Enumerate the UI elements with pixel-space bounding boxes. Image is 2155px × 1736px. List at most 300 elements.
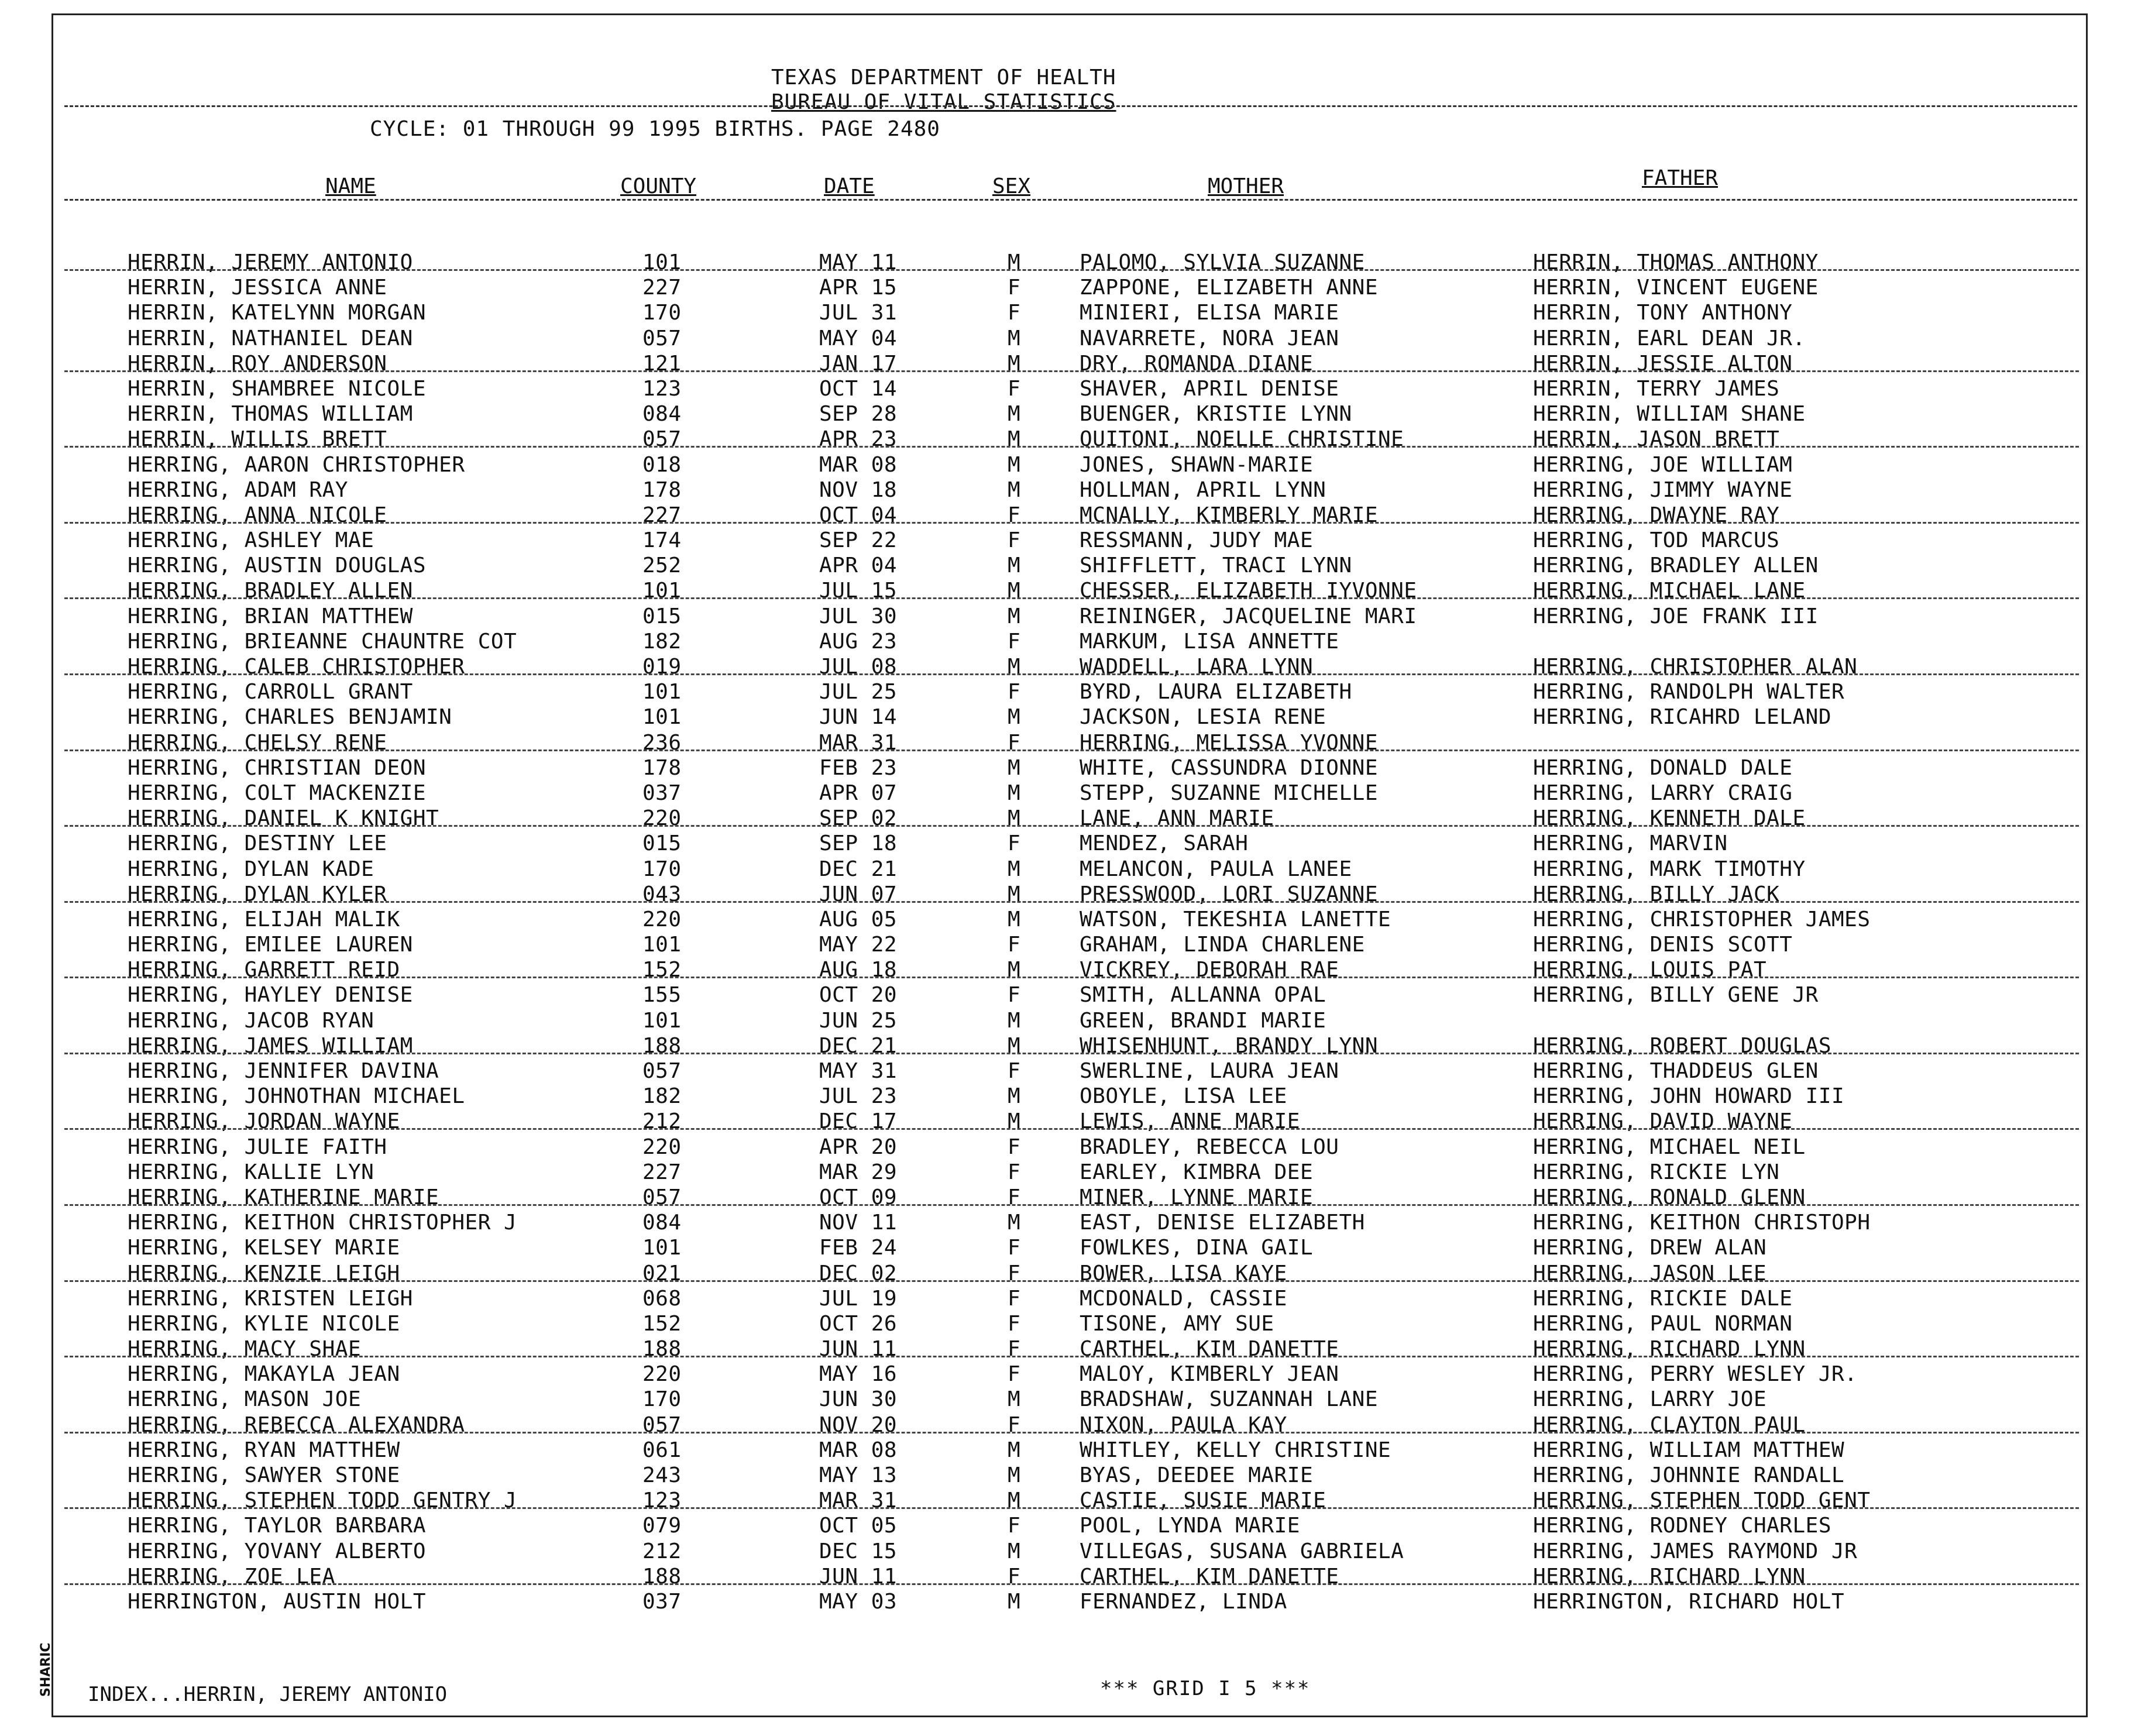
date-cell: NOV 11	[819, 1211, 898, 1235]
table-row	[0, 780, 2155, 805]
name-cell: HERRING, CHELSY RENE	[128, 730, 387, 755]
mother-cell: LANE, ANN MARIE	[1080, 806, 1274, 831]
sex-cell: M	[1008, 1084, 1021, 1109]
table-row	[0, 603, 2155, 628]
name-cell: HERRING, RYAN MATTHEW	[128, 1438, 400, 1462]
name-cell: HERRIN, ROY ANDERSON	[128, 351, 387, 376]
mother-cell: WATSON, TEKESHIA LANETTE	[1080, 907, 1391, 931]
father-cell: HERRING, JOE FRANK III	[1533, 604, 1819, 628]
mother-cell: CASTIE, SUSIE MARIE	[1080, 1489, 1326, 1513]
cycle-line: CYCLE: 01 THROUGH 99 1995 BIRTHS. PAGE 2480	[370, 117, 940, 141]
father-cell: HERRING, TOD MARCUS	[1533, 528, 1780, 553]
table-row	[0, 1209, 2155, 1235]
father-cell: HERRING, JOHNNIE RANDALL	[1533, 1463, 1845, 1487]
county-cell: 037	[642, 1589, 682, 1614]
sex-cell: M	[1008, 427, 1021, 452]
table-row	[0, 730, 2155, 755]
name-cell: HERRING, GARRETT REID	[128, 958, 400, 982]
date-cell: APR 23	[819, 427, 898, 452]
name-cell: HERRING, KRISTEN LEIGH	[128, 1286, 413, 1311]
name-cell: HERRIN, NATHANIEL DEAN	[128, 326, 413, 350]
sex-cell: F	[1008, 933, 1021, 957]
header-rule-top	[64, 105, 2077, 107]
table-row	[0, 426, 2155, 451]
table-row	[0, 1058, 2155, 1083]
mother-cell: MCNALLY, KIMBERLY MARIE	[1080, 503, 1378, 527]
mother-cell: ZAPPONE, ELIZABETH ANNE	[1080, 276, 1378, 300]
date-cell: DEC 17	[819, 1109, 898, 1134]
county-cell: 018	[642, 452, 682, 477]
table-row	[0, 982, 2155, 1007]
county-cell: 084	[642, 1211, 682, 1235]
father-cell: HERRIN, THOMAS ANTHONY	[1533, 250, 1819, 274]
county-cell: 212	[642, 1539, 682, 1563]
table-row	[0, 502, 2155, 527]
table-row	[0, 1108, 2155, 1133]
mother-cell: NIXON, PAULA KAY	[1080, 1412, 1287, 1437]
mother-cell: WHITE, CASSUNDRA DIONNE	[1080, 755, 1378, 780]
county-cell: 178	[642, 755, 682, 780]
mother-cell: BOWER, LISA KAYE	[1080, 1261, 1287, 1285]
mother-cell: SHAVER, APRIL DENISE	[1080, 376, 1339, 401]
father-cell: HERRING, ROBERT DOUGLAS	[1533, 1033, 1831, 1058]
sex-cell: F	[1008, 983, 1021, 1008]
date-cell: MAY 31	[819, 1059, 898, 1083]
grid-footer: *** GRID I 5 ***	[1100, 1677, 1311, 1700]
sex-cell: M	[1008, 857, 1021, 881]
name-cell: HERRING, DYLAN KADE	[128, 857, 374, 881]
table-row	[0, 704, 2155, 729]
sex-cell: M	[1008, 477, 1021, 502]
mother-cell: RESSMANN, JUDY MAE	[1080, 528, 1314, 553]
county-cell: 152	[642, 1311, 682, 1336]
sex-cell: M	[1008, 655, 1021, 679]
father-cell: HERRING, PERRY WESLEY JR.	[1533, 1362, 1858, 1387]
date-cell: JUL 15	[819, 579, 898, 603]
sex-cell: M	[1008, 452, 1021, 477]
county-cell: 212	[642, 1109, 682, 1134]
date-cell: OCT 05	[819, 1514, 898, 1538]
date-cell: NOV 20	[819, 1412, 898, 1437]
sex-cell: F	[1008, 301, 1021, 325]
table-row	[0, 830, 2155, 855]
name-cell: HERRING, HAYLEY DENISE	[128, 983, 413, 1008]
sex-cell: F	[1008, 1236, 1021, 1260]
county-cell: 057	[642, 427, 682, 452]
mother-cell: STEPP, SUZANNE MICHELLE	[1080, 781, 1378, 805]
name-cell: HERRING, KEITHON CHRISTOPHER J	[128, 1211, 517, 1235]
county-cell: 188	[642, 1564, 682, 1589]
date-cell: JUL 19	[819, 1286, 898, 1311]
father-cell: HERRING, CHRISTOPHER JAMES	[1533, 907, 1871, 931]
sex-cell: M	[1008, 1008, 1021, 1033]
name-cell: HERRING, KENZIE LEIGH	[128, 1261, 400, 1285]
name-cell: HERRING, CHARLES BENJAMIN	[128, 705, 452, 730]
table-row	[0, 1134, 2155, 1159]
table-row	[0, 1462, 2155, 1487]
mother-cell: MALOY, KIMBERLY JEAN	[1080, 1362, 1339, 1387]
county-cell: 037	[642, 781, 682, 805]
table-row	[0, 1235, 2155, 1260]
date-cell: MAR 08	[819, 1438, 898, 1462]
county-cell: 057	[642, 326, 682, 350]
date-cell: JUL 30	[819, 604, 898, 628]
sex-cell: F	[1008, 528, 1021, 553]
name-cell: HERRING, ELIJAH MALIK	[128, 907, 400, 931]
date-cell: MAY 22	[819, 933, 898, 957]
mother-cell: HOLLMAN, APRIL LYNN	[1080, 477, 1326, 502]
father-cell: HERRING, DREW ALAN	[1533, 1236, 1767, 1260]
table-row	[0, 1285, 2155, 1311]
date-cell: MAR 08	[819, 452, 898, 477]
table-row	[0, 1538, 2155, 1563]
sex-cell: M	[1008, 1589, 1021, 1614]
date-cell: MAY 11	[819, 250, 898, 274]
table-row	[0, 1563, 2155, 1589]
father-cell: HERRING, WILLIAM MATTHEW	[1533, 1438, 1845, 1462]
name-cell: HERRING, ASHLEY MAE	[128, 528, 374, 553]
county-cell: 236	[642, 730, 682, 755]
table-row	[0, 249, 2155, 274]
father-cell: HERRING, RICHARD LYNN	[1533, 1564, 1806, 1589]
mother-cell: WADDELL, LARA LYNN	[1080, 655, 1314, 679]
mother-cell: BYRD, LAURA ELIZABETH	[1080, 680, 1352, 704]
county-cell: 220	[642, 1362, 682, 1387]
county-cell: 015	[642, 604, 682, 628]
table-row	[0, 931, 2155, 957]
sex-cell: M	[1008, 351, 1021, 376]
table-row	[0, 325, 2155, 350]
sex-cell: F	[1008, 503, 1021, 527]
date-cell: APR 15	[819, 276, 898, 300]
header-rule-bottom	[64, 199, 2077, 201]
county-cell: 101	[642, 1236, 682, 1260]
mother-cell: HERRING, MELISSA YVONNE	[1080, 730, 1378, 755]
county-cell: 057	[642, 1059, 682, 1083]
father-cell: HERRING, MICHAEL LANE	[1533, 579, 1806, 603]
table-row	[0, 1512, 2155, 1538]
name-cell: HERRING, BRIEANNE CHAUNTRE COT	[128, 629, 517, 654]
sex-cell: M	[1008, 755, 1021, 780]
mother-cell: MARKUM, LISA ANNETTE	[1080, 629, 1339, 654]
sex-cell: F	[1008, 1135, 1021, 1159]
sex-cell: M	[1008, 806, 1021, 831]
date-cell: AUG 23	[819, 629, 898, 654]
father-cell: HERRING, BRADLEY ALLEN	[1533, 554, 1819, 578]
sex-cell: M	[1008, 882, 1021, 906]
date-cell: JUN 11	[819, 1564, 898, 1589]
father-cell: HERRING, RICKIE LYN	[1533, 1160, 1780, 1184]
county-cell: 101	[642, 1008, 682, 1033]
father-cell: HERRING, JOE WILLIAM	[1533, 452, 1793, 477]
column-header-date: DATE	[824, 174, 875, 198]
name-cell: HERRING, SAWYER STONE	[128, 1463, 400, 1487]
table-row	[0, 577, 2155, 603]
date-cell: SEP 18	[819, 831, 898, 856]
date-cell: APR 07	[819, 781, 898, 805]
sex-cell: M	[1008, 402, 1021, 427]
father-cell: HERRING, LARRY JOE	[1533, 1387, 1767, 1412]
column-header-name: NAME	[325, 174, 376, 198]
date-cell: OCT 04	[819, 503, 898, 527]
name-cell: HERRING, JORDAN WAYNE	[128, 1109, 400, 1134]
table-row	[0, 1336, 2155, 1361]
county-cell: 057	[642, 1185, 682, 1209]
name-cell: HERRIN, THOMAS WILLIAM	[128, 402, 413, 427]
father-cell: HERRING, THADDEUS GLEN	[1533, 1059, 1819, 1083]
date-cell: DEC 21	[819, 1033, 898, 1058]
county-cell: 155	[642, 983, 682, 1008]
mother-cell: DRY, ROMANDA DIANE	[1080, 351, 1314, 376]
table-row	[0, 1033, 2155, 1058]
mother-cell: BRADSHAW, SUZANNAH LANE	[1080, 1387, 1378, 1412]
sex-cell: F	[1008, 276, 1021, 300]
county-cell: 227	[642, 276, 682, 300]
county-cell: 227	[642, 1160, 682, 1184]
name-cell: HERRING, JULIE FAITH	[128, 1135, 387, 1159]
county-cell: 015	[642, 831, 682, 856]
county-cell: 227	[642, 503, 682, 527]
mother-cell: EARLEY, KIMBRA DEE	[1080, 1160, 1314, 1184]
county-cell: 019	[642, 655, 682, 679]
father-cell: HERRING, STEPHEN TODD GENT	[1533, 1489, 1871, 1513]
mother-cell: SHIFFLETT, TRACI LYNN	[1080, 554, 1352, 578]
county-cell: 252	[642, 554, 682, 578]
sex-cell: F	[1008, 680, 1021, 704]
mother-cell: MCDONALD, CASSIE	[1080, 1286, 1287, 1311]
mother-cell: CHESSER, ELIZABETH IYVONNE	[1080, 579, 1417, 603]
mother-cell: MELANCON, PAULA LANEE	[1080, 857, 1352, 881]
date-cell: APR 04	[819, 554, 898, 578]
county-cell: 174	[642, 528, 682, 553]
mother-cell: SMITH, ALLANNA OPAL	[1080, 983, 1326, 1008]
sex-cell: M	[1008, 1489, 1021, 1513]
table-row	[0, 1386, 2155, 1411]
date-cell: SEP 22	[819, 528, 898, 553]
date-cell: JUN 25	[819, 1008, 898, 1033]
county-cell: 079	[642, 1514, 682, 1538]
father-cell: HERRING, KENNETH DALE	[1533, 806, 1806, 831]
father-cell: HERRIN, WILLIAM SHANE	[1533, 402, 1806, 427]
name-cell: HERRING, CALEB CHRISTOPHER	[128, 655, 465, 679]
sex-cell: F	[1008, 1564, 1021, 1589]
father-cell: HERRIN, VINCENT EUGENE	[1533, 276, 1819, 300]
county-cell: 220	[642, 806, 682, 831]
name-cell: HERRING, BRADLEY ALLEN	[128, 579, 413, 603]
county-cell: 170	[642, 857, 682, 881]
table-row	[0, 452, 2155, 477]
date-cell: OCT 14	[819, 376, 898, 401]
name-cell: HERRIN, KATELYNN MORGAN	[128, 301, 426, 325]
mother-cell: TISONE, AMY SUE	[1080, 1311, 1274, 1336]
sex-cell: M	[1008, 579, 1021, 603]
father-cell: HERRINGTON, RICHARD HOLT	[1533, 1589, 1845, 1614]
father-cell: HERRING, CHRISTOPHER ALAN	[1533, 655, 1858, 679]
mother-cell: GREEN, BRANDI MARIE	[1080, 1008, 1326, 1033]
table-row	[0, 1589, 2155, 1614]
father-cell: HERRING, PAUL NORMAN	[1533, 1311, 1793, 1336]
father-cell: HERRING, JAMES RAYMOND JR	[1533, 1539, 1858, 1563]
father-cell: HERRING, MARVIN	[1533, 831, 1728, 856]
date-cell: SEP 28	[819, 402, 898, 427]
mother-cell: VICKREY, DEBORAH RAE	[1080, 958, 1339, 982]
sex-cell: M	[1008, 1211, 1021, 1235]
name-cell: HERRING, ZOE LEA	[128, 1564, 335, 1589]
sex-cell: F	[1008, 1362, 1021, 1387]
sex-cell: F	[1008, 1337, 1021, 1362]
name-cell: HERRIN, JESSICA ANNE	[128, 276, 387, 300]
sex-cell: M	[1008, 326, 1021, 350]
table-row	[0, 552, 2155, 577]
date-cell: JUN 11	[819, 1337, 898, 1362]
father-cell: HERRING, KEITHON CHRISTOPH	[1533, 1211, 1871, 1235]
name-cell: HERRING, YOVANY ALBERTO	[128, 1539, 426, 1563]
name-cell: HERRING, JOHNOTHAN MICHAEL	[128, 1084, 465, 1109]
sex-cell: M	[1008, 1463, 1021, 1487]
table-row	[0, 856, 2155, 881]
table-row	[0, 1412, 2155, 1437]
date-cell: DEC 02	[819, 1261, 898, 1285]
name-cell: HERRING, CARROLL GRANT	[128, 680, 413, 704]
name-cell: HERRING, KELSEY MARIE	[128, 1236, 400, 1260]
table-row	[0, 300, 2155, 325]
mother-cell: POOL, LYNDA MARIE	[1080, 1514, 1300, 1538]
name-cell: HERRIN, JEREMY ANTONIO	[128, 250, 413, 274]
table-row	[0, 1083, 2155, 1108]
table-row	[0, 1184, 2155, 1209]
column-header-county: COUNTY	[620, 174, 697, 198]
father-cell: HERRING, JASON LEE	[1533, 1261, 1767, 1285]
table-row	[0, 527, 2155, 552]
father-cell: HERRING, BILLY GENE JR	[1533, 983, 1819, 1008]
date-cell: OCT 20	[819, 983, 898, 1008]
county-cell: 043	[642, 882, 682, 906]
county-cell: 057	[642, 1412, 682, 1437]
sex-cell: M	[1008, 1387, 1021, 1412]
name-cell: HERRING, KALLIE LYN	[128, 1160, 374, 1184]
date-cell: MAR 29	[819, 1160, 898, 1184]
table-row	[0, 1260, 2155, 1285]
father-cell: HERRING, RICKIE DALE	[1533, 1286, 1793, 1311]
name-cell: HERRING, COLT MACKENZIE	[128, 781, 426, 805]
date-cell: JAN 17	[819, 351, 898, 376]
date-cell: FEB 24	[819, 1236, 898, 1260]
table-row	[0, 881, 2155, 906]
table-row	[0, 1159, 2155, 1184]
mother-cell: GRAHAM, LINDA CHARLENE	[1080, 933, 1365, 957]
sex-cell: F	[1008, 1311, 1021, 1336]
sex-cell: M	[1008, 250, 1021, 274]
date-cell: FEB 23	[819, 755, 898, 780]
date-cell: APR 20	[819, 1135, 898, 1159]
father-cell: HERRING, JIMMY WAYNE	[1533, 477, 1793, 502]
table-row	[0, 350, 2155, 376]
county-cell: 220	[642, 1135, 682, 1159]
table-row	[0, 477, 2155, 502]
table-row	[0, 805, 2155, 830]
mother-cell: WHITLEY, KELLY CHRISTINE	[1080, 1438, 1391, 1462]
mother-cell: MINIERI, ELISA MARIE	[1080, 301, 1339, 325]
name-cell: HERRING, STEPHEN TODD GENTRY J	[128, 1489, 517, 1513]
sex-cell: F	[1008, 1059, 1021, 1083]
sex-cell: M	[1008, 1033, 1021, 1058]
table-row	[0, 1311, 2155, 1336]
name-cell: HERRING, REBECCA ALEXANDRA	[128, 1412, 465, 1437]
sex-cell: M	[1008, 1539, 1021, 1563]
sex-cell: F	[1008, 376, 1021, 401]
side-stamp: SHARIC	[39, 1642, 53, 1697]
mother-cell: OBOYLE, LISA LEE	[1080, 1084, 1287, 1109]
county-cell: 021	[642, 1261, 682, 1285]
mother-cell: JACKSON, LESIA RENE	[1080, 705, 1326, 730]
county-cell: 170	[642, 1387, 682, 1412]
table-row	[0, 1008, 2155, 1033]
name-cell: HERRING, BRIAN MATTHEW	[128, 604, 413, 628]
table-row	[0, 1437, 2155, 1462]
county-cell: 220	[642, 907, 682, 931]
date-cell: SEP 02	[819, 806, 898, 831]
name-cell: HERRING, DYLAN KYLER	[128, 882, 387, 906]
county-cell: 101	[642, 250, 682, 274]
sex-cell: M	[1008, 554, 1021, 578]
mother-cell: EAST, DENISE ELIZABETH	[1080, 1211, 1365, 1235]
sex-cell: M	[1008, 705, 1021, 730]
father-cell: HERRIN, TONY ANTHONY	[1533, 301, 1793, 325]
county-cell: 243	[642, 1463, 682, 1487]
name-cell: HERRING, MASON JOE	[128, 1387, 362, 1412]
mother-cell: MENDEZ, SARAH	[1080, 831, 1249, 856]
name-cell: HERRING, AARON CHRISTOPHER	[128, 452, 465, 477]
date-cell: MAY 03	[819, 1589, 898, 1614]
name-cell: HERRING, CHRISTIAN DEON	[128, 755, 426, 780]
date-cell: DEC 15	[819, 1539, 898, 1563]
father-cell: HERRIN, JESSIE ALTON	[1533, 351, 1793, 376]
county-cell: 068	[642, 1286, 682, 1311]
county-cell: 152	[642, 958, 682, 982]
table-row	[0, 274, 2155, 300]
county-cell: 123	[642, 1489, 682, 1513]
father-cell: HERRING, BILLY JACK	[1533, 882, 1780, 906]
sex-cell: M	[1008, 958, 1021, 982]
mother-cell: MINER, LYNNE MARIE	[1080, 1185, 1314, 1209]
date-cell: AUG 18	[819, 958, 898, 982]
father-cell: HERRING, RICAHRD LELAND	[1533, 705, 1831, 730]
date-cell: MAR 31	[819, 1489, 898, 1513]
table-row	[0, 1487, 2155, 1512]
column-header-mother: MOTHER	[1208, 174, 1284, 198]
father-cell: HERRIN, TERRY JAMES	[1533, 376, 1780, 401]
table-row	[0, 957, 2155, 982]
date-cell: JUL 23	[819, 1084, 898, 1109]
county-cell: 101	[642, 933, 682, 957]
sex-cell: F	[1008, 629, 1021, 654]
county-cell: 188	[642, 1033, 682, 1058]
name-cell: HERRING, JAMES WILLIAM	[128, 1033, 413, 1058]
name-cell: HERRING, MACY SHAE	[128, 1337, 362, 1362]
date-cell: OCT 09	[819, 1185, 898, 1209]
father-cell: HERRIN, JASON BRETT	[1533, 427, 1780, 452]
father-cell: HERRING, DAVID WAYNE	[1533, 1109, 1793, 1134]
date-cell: JUL 25	[819, 680, 898, 704]
county-cell: 121	[642, 351, 682, 376]
name-cell: HERRING, AUSTIN DOUGLAS	[128, 554, 426, 578]
sex-cell: F	[1008, 1160, 1021, 1184]
mother-cell: BYAS, DEEDEE MARIE	[1080, 1463, 1314, 1487]
date-cell: JUN 07	[819, 882, 898, 906]
name-cell: HERRING, DESTINY LEE	[128, 831, 387, 856]
county-cell: 061	[642, 1438, 682, 1462]
name-cell: HERRING, KATHERINE MARIE	[128, 1185, 439, 1209]
